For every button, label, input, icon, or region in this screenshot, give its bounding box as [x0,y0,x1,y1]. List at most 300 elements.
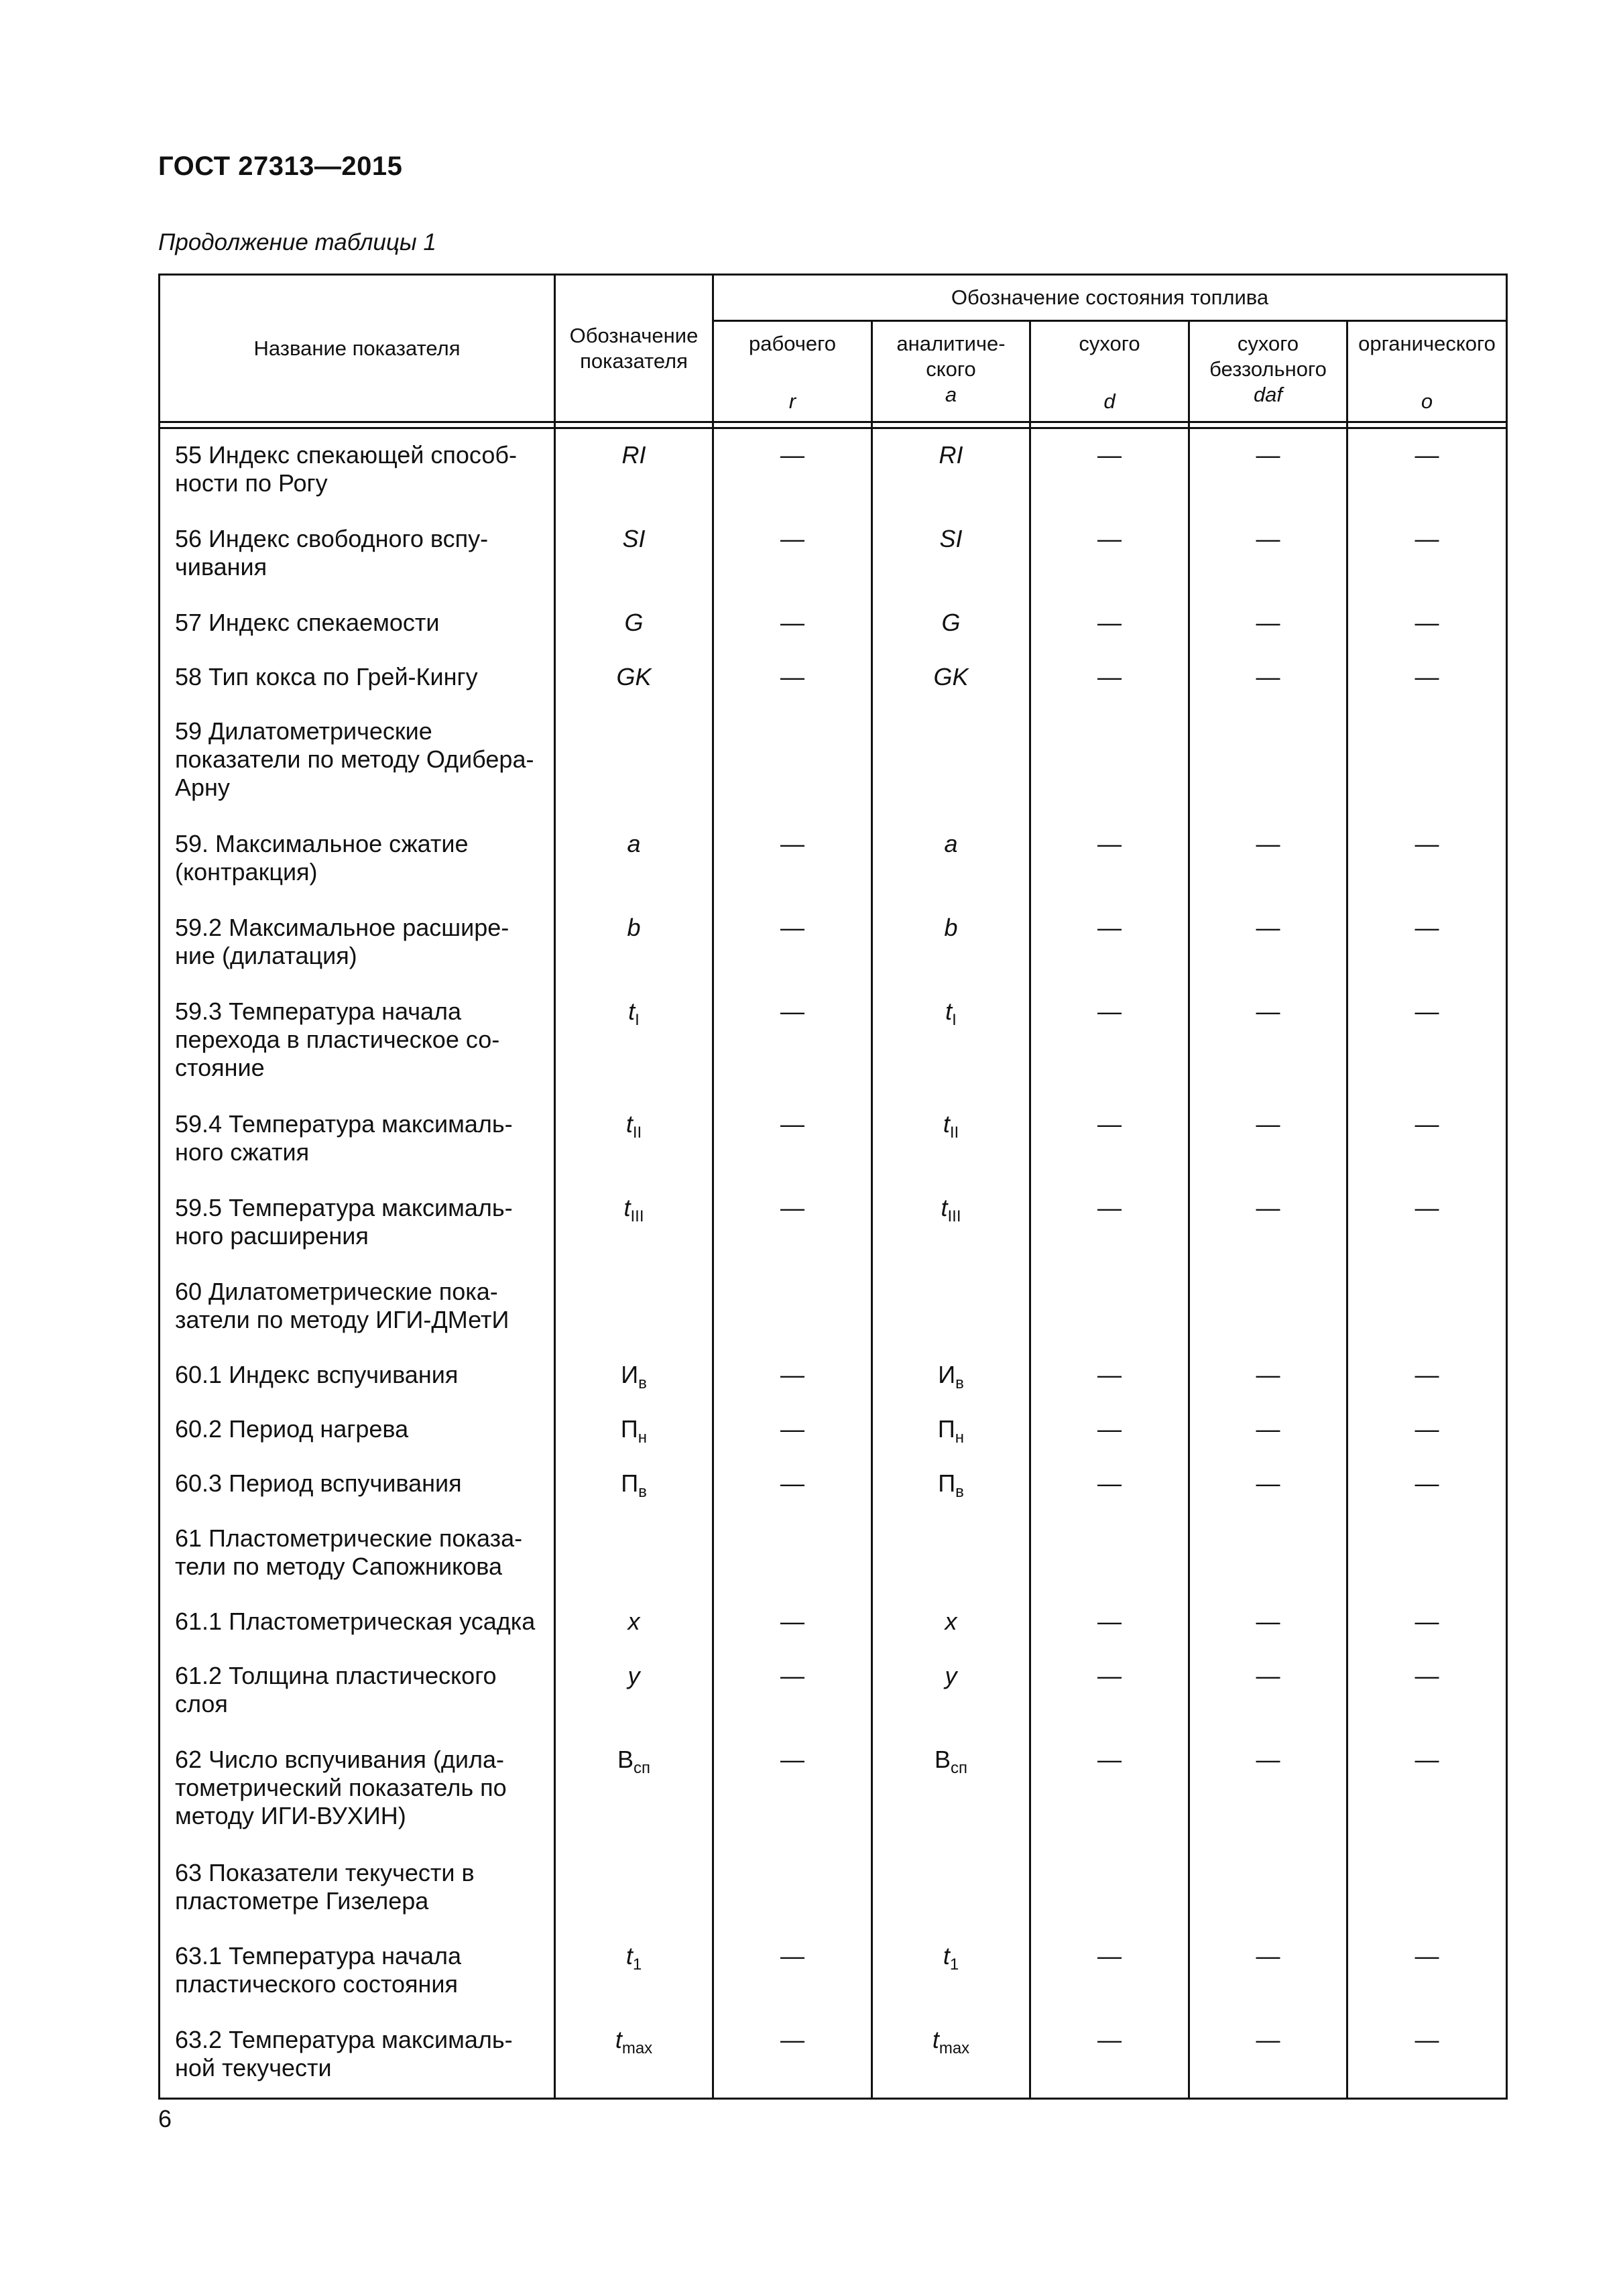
state-value [872,1847,1030,1931]
symbol-subscript: max [621,2039,653,2057]
indicator-symbol [555,705,713,818]
indicator-symbol [555,428,713,513]
indicator-symbol [555,1098,713,1182]
indicator-name: 55 Индекс спекающей способ-ности по Рогу [160,428,555,513]
dash: — [780,1415,804,1443]
table-row [160,1182,1507,1266]
state-value [1030,1734,1189,1846]
state-value [1030,1847,1189,1931]
state-value [1347,1098,1507,1182]
state-value [872,1349,1030,1403]
indicator-symbol [555,1650,713,1734]
state-value [713,1457,872,1512]
dash: — [1256,662,1280,690]
state-symbol: a [945,383,957,406]
table-filler [1030,2098,1189,2099]
symbol-text: И [621,1361,639,1389]
dash: — [1256,830,1280,858]
table-row [160,985,1507,1098]
table-row [160,902,1507,985]
indicator-symbol [555,1847,713,1931]
state-value [1347,1595,1507,1650]
state-value [872,705,1030,818]
state-value [872,513,1030,597]
symbol-text: x [627,1608,640,1636]
state-value [1189,1457,1347,1512]
dash: — [1256,1662,1280,1690]
dash: — [780,1746,804,1774]
state-value [713,1595,872,1650]
dash: — [1097,997,1122,1025]
dash: — [1256,524,1280,552]
dash: — [1256,1746,1280,1774]
header-name: Название показателя [160,275,555,422]
indicator-symbol [555,513,713,597]
symbol-text: RI [939,441,963,469]
state-value [713,1403,872,1457]
symbol-text: SI [622,524,646,552]
state-value [1347,985,1507,1098]
indicator-symbol [555,818,713,902]
symbol-subscript: 1 [949,1955,959,1974]
indicator-name: 61 Пластометрические показа-тели по методу Сапожникова [160,1512,555,1596]
state-label: сухого беззольного [1209,332,1327,381]
state-value [1347,1457,1507,1512]
state-value [872,1734,1030,1846]
table-row [160,1847,1507,1931]
state-value [1030,1512,1189,1596]
state-value [1189,705,1347,818]
dash: — [1256,1361,1280,1389]
state-value [1189,1930,1347,2014]
header-gap [160,422,555,428]
state-value [1030,1349,1189,1403]
dash: — [780,524,804,552]
state-value [713,651,872,705]
dash: — [1097,1361,1122,1389]
state-value [1030,1403,1189,1457]
state-value [713,2014,872,2098]
dash: — [780,441,804,469]
header-state-0 [713,321,872,422]
state-symbol: o [1421,389,1433,413]
header-gap [1189,422,1347,428]
state-label: сухого [1079,332,1140,355]
symbol-text: t [932,2026,939,2053]
header-state-2 [1030,321,1189,422]
state-symbol: d [1103,389,1116,413]
symbol-subscript: I [952,1010,957,1029]
state-value [872,1512,1030,1596]
dash: — [1415,1415,1439,1443]
symbol-subscript: сп [951,1759,967,1778]
table-row [160,597,1507,651]
header-state-1 [872,321,1030,422]
state-symbol: daf [1253,383,1283,406]
dash: — [780,913,804,941]
indicator-symbol [555,651,713,705]
state-value [713,1182,872,1266]
indicator-name: 60 Дилатометрические пока-затели по методу ИГИ-ДМетИ [160,1266,555,1349]
table-row [160,1266,1507,1349]
symbol-subscript: в [955,1374,964,1393]
header-gap [555,422,713,428]
indicator-name: 59. Максимальное сжатие (контракция) [160,818,555,902]
state-value [713,1266,872,1349]
state-value [872,651,1030,705]
symbol-text: t [625,1942,633,1970]
state-value [1030,1098,1189,1182]
symbol-text: И [938,1361,956,1389]
dash: — [1256,913,1280,941]
dash: — [1415,997,1439,1025]
symbol-subscript: III [947,1207,961,1225]
dash: — [780,1193,804,1221]
table-row [160,513,1507,597]
table-caption: Продолжение таблицы 1 [158,229,436,255]
symbol-text: G [624,608,644,636]
state-value [1030,818,1189,902]
state-label: органического [1358,332,1496,355]
dash: — [780,997,804,1025]
state-value [872,428,1030,513]
state-value [872,1403,1030,1457]
state-value [1030,985,1189,1098]
indicator-name: 63.1 Температура начала пластического состояния [160,1930,555,2014]
state-value [1030,513,1189,597]
indicator-symbol [555,902,713,985]
symbol-text: t [943,1942,950,1970]
state-value [1347,428,1507,513]
state-value [1030,705,1189,818]
symbol-text: П [621,1469,639,1498]
header-gap [1347,422,1507,428]
state-value [1347,705,1507,818]
dash: — [1415,1110,1439,1138]
state-value [1189,1734,1347,1846]
state-value [1030,1266,1189,1349]
indicator-symbol [555,1734,713,1846]
indicator-symbol [555,985,713,1098]
state-value [872,1650,1030,1734]
indicator-name: 60.3 Период вспучивания [160,1457,555,1512]
dash: — [1415,1193,1439,1221]
state-value [1189,902,1347,985]
dash: — [1097,1415,1122,1443]
dash: — [1097,1662,1122,1690]
symbol-text: y [627,1662,640,1690]
symbol-text: t [628,997,636,1025]
state-value [713,985,872,1098]
symbol-text: В [617,1746,634,1774]
dash: — [1415,608,1439,636]
table-row [160,1734,1507,1846]
dash: — [1256,1942,1280,1970]
dash: — [1256,608,1280,636]
indicator-name: 59.5 Температура максималь-ного расширения [160,1182,555,1266]
table-row [160,1595,1507,1650]
state-value [1347,1650,1507,1734]
dash: — [1097,524,1122,552]
state-value [1189,1182,1347,1266]
table-row [160,1403,1507,1457]
table-filler [555,2098,713,2099]
table-row [160,705,1507,818]
state-value [872,985,1030,1098]
state-value [1189,428,1347,513]
state-value [872,1266,1030,1349]
symbol-text: x [945,1608,957,1636]
state-value [1030,2014,1189,2098]
dash: — [1256,997,1280,1025]
indicator-symbol [555,1403,713,1457]
state-value [1030,428,1189,513]
state-value [1189,985,1347,1098]
dash: — [1256,2026,1280,2053]
symbol-subscript: I [635,1010,640,1029]
state-value [1347,1403,1507,1457]
symbol-text: b [944,913,958,941]
symbol-text: GK [933,662,969,690]
state-value [1030,1457,1189,1512]
state-value [872,1182,1030,1266]
table-row [160,1098,1507,1182]
symbol-text: t [623,1193,631,1221]
indicator-name: 60.1 Индекс вспучивания [160,1349,555,1403]
state-value [713,1930,872,2014]
symbol-text: a [944,830,958,858]
document-code: ГОСТ 27313—2015 [158,152,403,181]
state-value [1347,597,1507,651]
state-value [713,1349,872,1403]
header-gap [713,422,872,428]
dash: — [1256,1415,1280,1443]
state-value [872,1930,1030,2014]
state-value [1347,1266,1507,1349]
indicator-symbol [555,1182,713,1266]
dash: — [1415,1361,1439,1389]
indicator-symbol [555,1595,713,1650]
indicator-name: 57 Индекс спекаемости [160,597,555,651]
dash: — [1256,441,1280,469]
symbol-text: t [945,997,953,1025]
dash: — [780,2026,804,2053]
dash: — [1256,1110,1280,1138]
dash: — [1415,1662,1439,1690]
state-value [713,1650,872,1734]
state-value [713,705,872,818]
symbol-text: t [625,1110,633,1138]
symbol-text: t [943,1110,950,1138]
state-value [1030,902,1189,985]
table-filler [872,2098,1030,2099]
dash: — [1415,441,1439,469]
indicator-name: 58 Тип кокса по Грей-Кингу [160,651,555,705]
table-filler [1189,2098,1347,2099]
symbol-text: В [934,1746,951,1774]
table-row [160,651,1507,705]
symbol-subscript: н [955,1429,965,1447]
indicator-name: 61.2 Толщина пластического слоя [160,1650,555,1734]
dash: — [1097,1469,1122,1498]
table-filler [160,2098,555,2099]
dash: — [1097,441,1122,469]
state-symbol: r [788,389,796,413]
indicator-symbol [555,1349,713,1403]
state-value [713,597,872,651]
table-row [160,1349,1507,1403]
symbol-subscript: III [630,1207,644,1225]
state-value [1347,818,1507,902]
state-value [713,1512,872,1596]
indicator-name: 63 Показатели текучести в пластометре Гизелера [160,1847,555,1931]
dash: — [780,1662,804,1690]
table-filler [1347,2098,1507,2099]
table-filler [713,2098,872,2099]
indicator-symbol [555,1457,713,1512]
symbol-text: G [941,608,961,636]
indicator-symbol [555,1266,713,1349]
dash: — [1256,1469,1280,1498]
dash: — [1097,2026,1122,2053]
state-value [713,1734,872,1846]
state-value [1189,1650,1347,1734]
symbol-subscript: II [632,1124,642,1142]
symbol-text: t [941,1193,948,1221]
state-value [872,902,1030,985]
state-value [1347,2014,1507,2098]
dash: — [1415,2026,1439,2053]
symbol-subscript: сп [634,1759,650,1778]
dash: — [1415,662,1439,690]
dash: — [1256,1193,1280,1221]
state-value [1189,1403,1347,1457]
state-value [1189,1266,1347,1349]
state-value [713,818,872,902]
symbol-subscript: в [955,1483,964,1502]
indicator-symbol [555,1930,713,2014]
symbol-subscript: 1 [632,1955,642,1974]
symbol-text: П [937,1415,955,1443]
state-value [713,428,872,513]
indicator-name: 56 Индекс свободного вспу-чивания [160,513,555,597]
symbol-text: GK [616,662,652,690]
indicator-name: 63.2 Температура максималь-ной текучести [160,2014,555,2098]
dash: — [1415,1469,1439,1498]
header-symbol: Обозначение показателя [555,275,713,422]
state-value [1030,1595,1189,1650]
state-label: рабочего [748,332,837,355]
state-value [1189,818,1347,902]
state-value [1189,597,1347,651]
state-value [872,2014,1030,2098]
state-value [1189,651,1347,705]
state-value [1189,1098,1347,1182]
dash: — [1097,913,1122,941]
state-value [1189,513,1347,597]
table-row [160,1512,1507,1596]
dash: — [1097,1193,1122,1221]
symbol-subscript: в [638,1483,647,1502]
header-gap [1030,422,1189,428]
state-value [713,902,872,985]
state-label: аналитиче-ского [896,332,1006,381]
state-value [1030,651,1189,705]
header-state-4 [1347,321,1507,422]
table-row [160,428,1507,513]
state-value [1189,1595,1347,1650]
table-row [160,1650,1507,1734]
symbol-text: П [938,1469,956,1498]
state-value [1189,2014,1347,2098]
indicator-symbol [555,2014,713,2098]
state-value [872,1098,1030,1182]
dash: — [1256,1608,1280,1636]
table-row [160,1930,1507,2014]
state-value [1030,597,1189,651]
dash: — [1097,662,1122,690]
symbol-text: П [620,1415,638,1443]
symbol-text: y [945,1662,957,1690]
indicators-table [158,274,1508,2100]
dash: — [1415,524,1439,552]
state-value [872,597,1030,651]
dash: — [780,608,804,636]
dash: — [1415,1746,1439,1774]
dash: — [1097,1942,1122,1970]
dash: — [780,662,804,690]
indicator-name: 60.2 Период нагрева [160,1403,555,1457]
state-value [1347,1847,1507,1931]
state-value [1347,651,1507,705]
indicator-name: 59.2 Максимальное расшире-ние (дилатация) [160,902,555,985]
state-value [1347,513,1507,597]
state-value [872,1457,1030,1512]
dash: — [1415,1608,1439,1636]
state-value [1030,1182,1189,1266]
state-value [1347,1930,1507,2014]
dash: — [780,1110,804,1138]
state-value [1347,1182,1507,1266]
dash: — [1097,1746,1122,1774]
state-value [713,1098,872,1182]
dash: — [780,1469,804,1498]
indicator-symbol [555,597,713,651]
state-value [1189,1349,1347,1403]
symbol-text: a [627,830,641,858]
header-gap [872,422,1030,428]
indicator-symbol [555,1512,713,1596]
symbol-subscript: н [638,1429,648,1447]
symbol-subscript: II [949,1124,959,1142]
symbol-text: t [615,2026,622,2053]
indicator-name: 59 Дилатометрические показатели по методу Одибера-Арну [160,705,555,818]
state-value [713,513,872,597]
dash: — [1097,1608,1122,1636]
dash: — [1415,913,1439,941]
state-value [713,1847,872,1931]
page-number: 6 [158,2105,172,2132]
state-value [1347,1734,1507,1846]
indicator-name: 59.3 Температура начала перехода в пластическое со-стояние [160,985,555,1098]
dash: — [780,830,804,858]
state-value [1347,902,1507,985]
header-fuel-state-group: Обозначение состояния топлива [713,275,1507,321]
symbol-text: RI [621,441,646,469]
state-value [1189,1512,1347,1596]
table-row [160,2014,1507,2098]
symbol-subscript: в [638,1374,647,1393]
